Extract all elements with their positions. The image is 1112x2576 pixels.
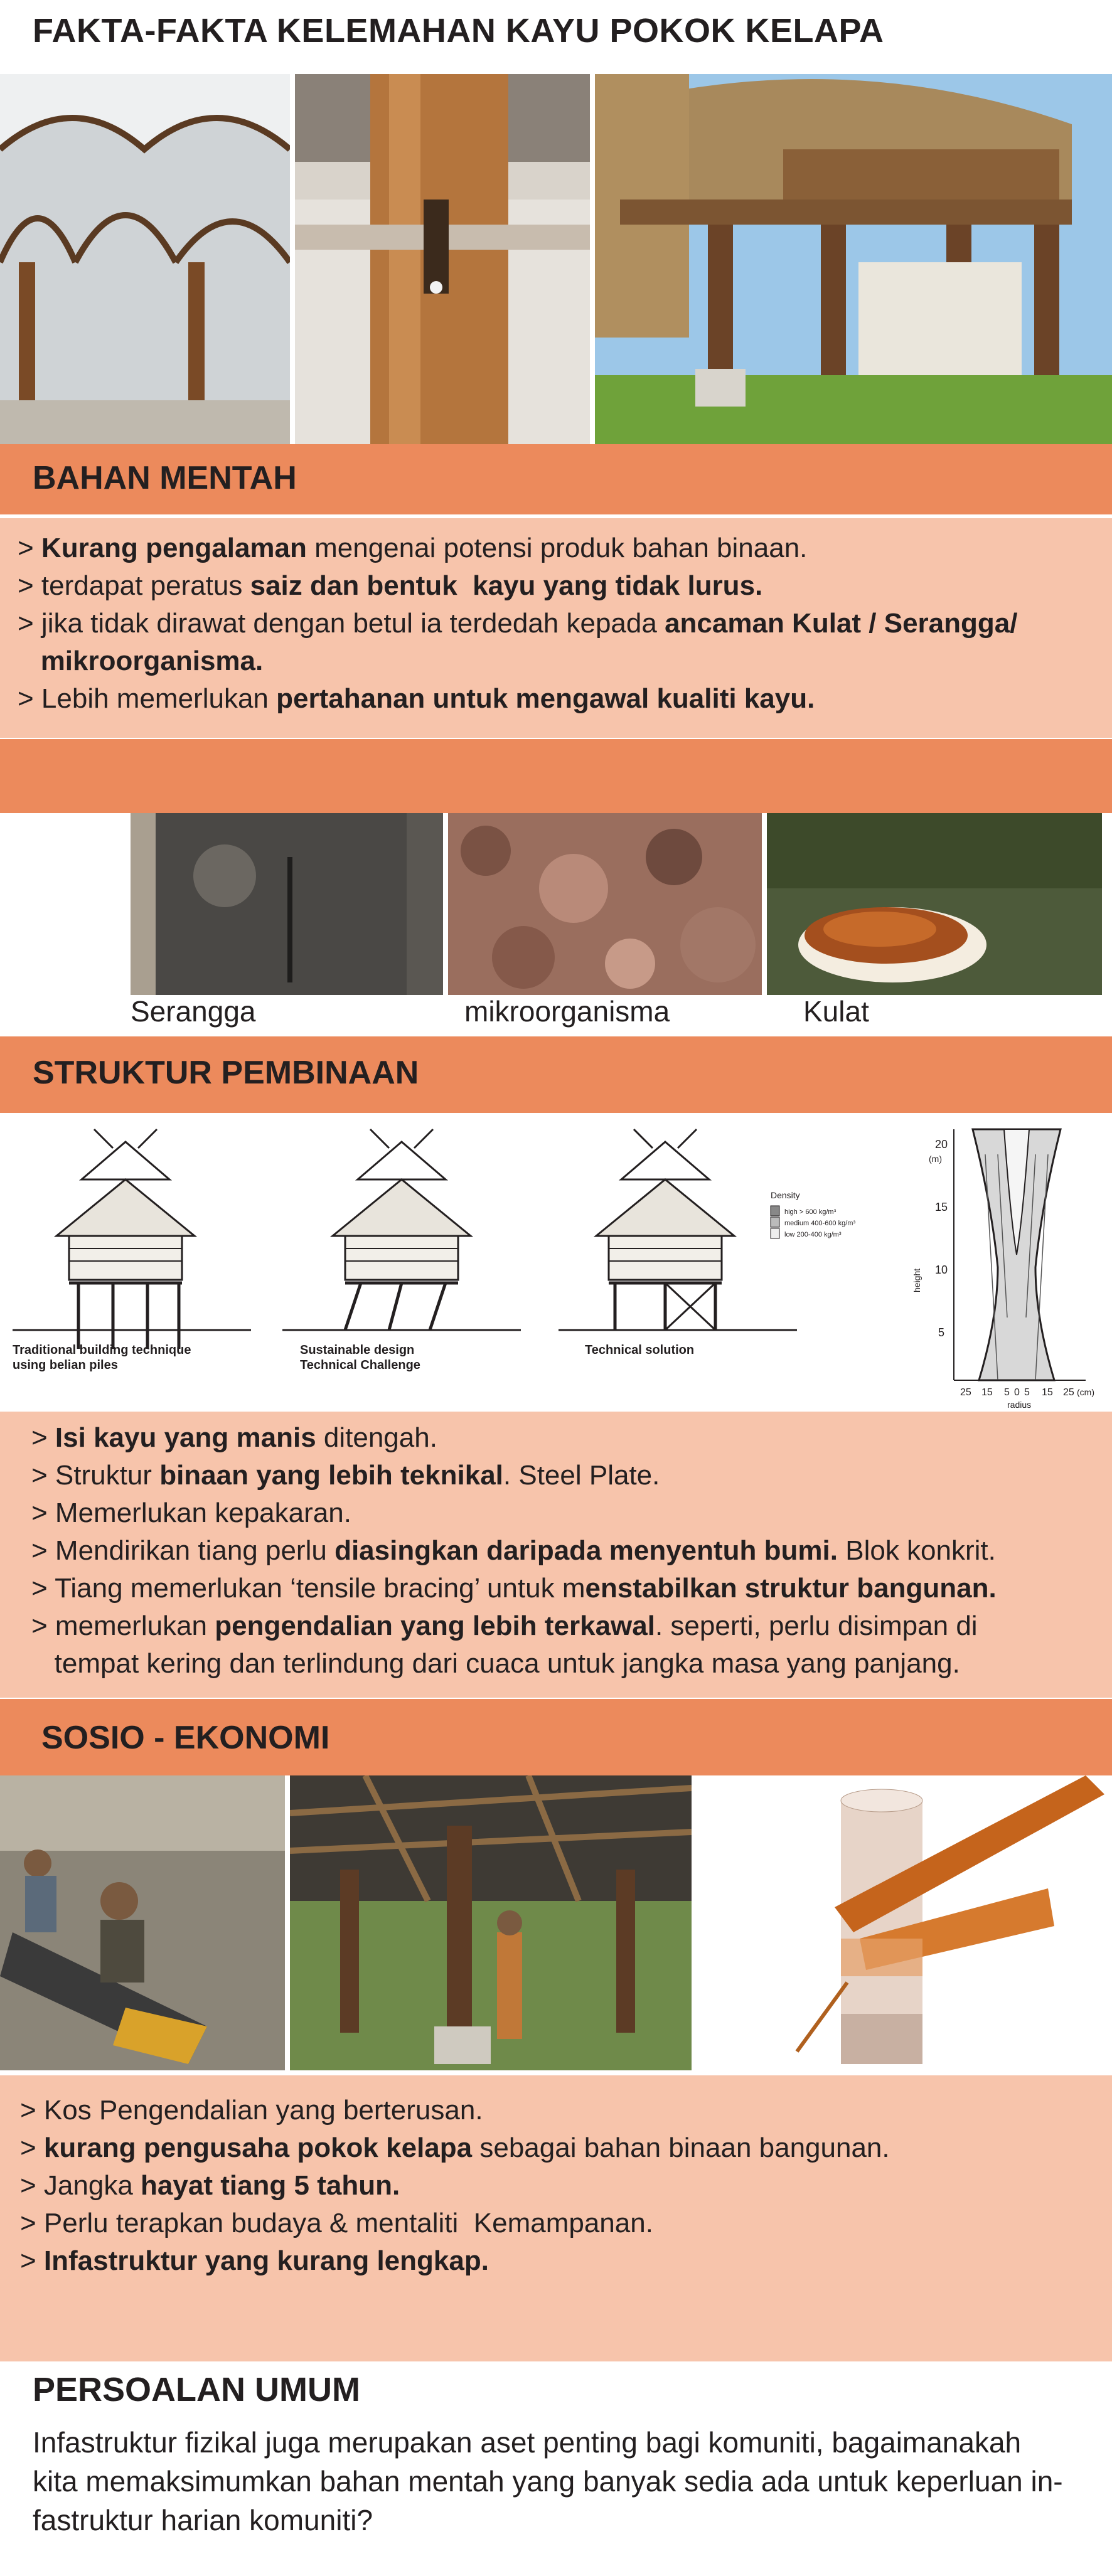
bullet-line: > Perlu terapkan budaya & mentaliti Kemampanan. xyxy=(20,2208,653,2238)
bullet-line: > Tiang memerlukan ‘tensile bracing’ untuk menstabilkan struktur bangunan. xyxy=(31,1573,997,1604)
bullet-line: > Memerlukan kepakaran. xyxy=(31,1498,351,1528)
house-diagram-sustainable xyxy=(282,1129,521,1330)
bullet-line: > kurang pengusaha pokok kelapa sebagai bahan binaan bangunan. xyxy=(20,2132,890,2163)
photo-kulat xyxy=(767,813,1102,995)
trunk-density-diagram xyxy=(912,1129,1094,1410)
bullet-line: mikroorganisma. xyxy=(40,646,264,676)
photo-mikroorganisma xyxy=(448,813,762,995)
svg-text:radius: radius xyxy=(1007,1400,1032,1410)
photo-coconut-stilt-house xyxy=(595,74,1112,444)
photo-serangga xyxy=(131,813,443,995)
caption-serangga: Serangga xyxy=(131,995,256,1028)
bullet-line: > jika tidak dirawat dengan betul ia terdedah kepada ancaman Kulat / Serangga/ xyxy=(18,608,1018,639)
struktur-pembinaan-panel xyxy=(0,1412,1112,1698)
photo-raising-columns xyxy=(290,1775,692,2070)
label-house-1-line-1: Traditional building technique xyxy=(13,1343,191,1357)
svg-text:15: 15 xyxy=(935,1201,948,1213)
house-diagram-traditional xyxy=(13,1129,251,1349)
svg-text:low 200-400 kg/m³: low 200-400 kg/m³ xyxy=(784,1231,842,1238)
svg-text:20: 20 xyxy=(935,1138,948,1151)
bullet-line: > Kurang pengalaman mengenai potensi produk bahan binaan. xyxy=(18,533,808,563)
bullet-line: > Infastruktur yang kurang lengkap. xyxy=(20,2245,489,2276)
svg-text:25: 25 xyxy=(960,1387,971,1398)
svg-text:5: 5 xyxy=(1004,1387,1010,1398)
section-band-sosio-ekonomi xyxy=(0,1699,1112,1775)
svg-text:(m): (m) xyxy=(929,1154,942,1164)
socio-photo-row xyxy=(0,1775,1112,2070)
bullet-line: > Isi kayu yang manis ditengah. xyxy=(31,1422,437,1453)
empty-accent-band xyxy=(0,739,1112,813)
label-house-1-line-2: using belian piles xyxy=(13,1358,118,1372)
bullet-line: > Jangka hayat tiang 5 tahun. xyxy=(20,2170,400,2201)
section-band-bahan-mentah xyxy=(0,444,1112,514)
sosio-ekonomi-bullets xyxy=(20,2092,1087,2280)
bullet-line: > memerlukan pengendalian yang lebih terkawal. seperti, perlu disimpan di xyxy=(31,1610,978,1641)
persoalan-umum-line: fastruktur harian komuniti? xyxy=(33,2504,373,2536)
bullet-line: > Kos Pengendalian yang berterusan. xyxy=(20,2095,483,2126)
photo-coconut-pavilion-roof xyxy=(0,74,290,444)
persoalan-umum-line: Infastruktur fizikal juga merupakan aset penting bagi komuniti, bagaimanakah xyxy=(33,2426,1022,2459)
photo-workers-processing-trunk xyxy=(0,1775,285,2070)
sosio-ekonomi-panel xyxy=(0,2075,1112,2361)
svg-text:height: height xyxy=(912,1268,922,1292)
pest-photo-row xyxy=(0,813,1112,995)
svg-text:0: 0 xyxy=(1014,1387,1020,1398)
photo-coconut-column-joint xyxy=(295,74,590,444)
caption-kulat: Kulat xyxy=(803,995,869,1028)
persoalan-umum-line: kita memaksimumkan bahan mentah yang banyak sedia ada untuk keperluan in- xyxy=(33,2465,1063,2498)
svg-text:10: 10 xyxy=(935,1264,948,1276)
top-photo-row xyxy=(0,74,1112,444)
label-house-2-line-2: Technical Challenge xyxy=(300,1358,420,1372)
bullet-line: > Lebih memerlukan pertahanan untuk mengawal kualiti kayu. xyxy=(18,683,815,714)
bullet-line: > Mendirikan tiang perlu diasingkan daripada menyentuh bumi. Blok konkrit. xyxy=(31,1535,996,1566)
bullet-line: > Struktur binaan yang lebih teknikal. Steel Plate. xyxy=(31,1460,660,1491)
bullet-line: tempat kering dan terlindung dari cuaca untuk jangka masa yang panjang. xyxy=(31,1648,960,1679)
construction-diagrams xyxy=(0,1117,1112,1412)
section-heading: SOSIO - EKONOMI xyxy=(41,1720,330,1756)
photo-steel-plate-joint-render xyxy=(697,1775,1112,2070)
svg-text:high > 600 kg/m³: high > 600 kg/m³ xyxy=(784,1208,837,1216)
svg-text:15: 15 xyxy=(1042,1387,1053,1398)
svg-text:15: 15 xyxy=(981,1387,993,1398)
label-house-2-line-1: Sustainable design xyxy=(300,1343,415,1357)
bahan-mentah-panel xyxy=(0,518,1112,738)
svg-text:5: 5 xyxy=(938,1326,945,1339)
bullet-line: > terdapat peratus saiz dan bentuk kayu yang tidak lurus. xyxy=(18,570,763,601)
persoalan-umum-heading: PERSOALAN UMUM xyxy=(33,2371,360,2408)
bahan-mentah-bullets xyxy=(18,530,1087,718)
svg-text:(cm): (cm) xyxy=(1077,1387,1094,1397)
section-band-struktur-pembinaan xyxy=(0,1036,1112,1113)
house-diagram-solution xyxy=(559,1129,797,1330)
svg-text:Density: Density xyxy=(771,1190,800,1200)
label-house-3: Technical solution xyxy=(585,1343,695,1357)
persoalan-umum-text xyxy=(33,2423,1093,2540)
struktur-pembinaan-bullets xyxy=(31,1419,1087,1683)
svg-text:medium 400-600 kg/m³: medium 400-600 kg/m³ xyxy=(784,1220,856,1227)
page-title: FAKTA-FAKTA KELEMAHAN KAYU POKOK KELAPA xyxy=(33,12,884,50)
section-heading: BAHAN MENTAH xyxy=(33,460,297,496)
density-legend xyxy=(771,1190,855,1238)
svg-text:25: 25 xyxy=(1063,1387,1074,1398)
section-heading: STRUKTUR PEMBINAAN xyxy=(33,1055,419,1091)
caption-mikroorganisma: mikroorganisma xyxy=(464,995,670,1028)
svg-text:5: 5 xyxy=(1024,1387,1030,1398)
